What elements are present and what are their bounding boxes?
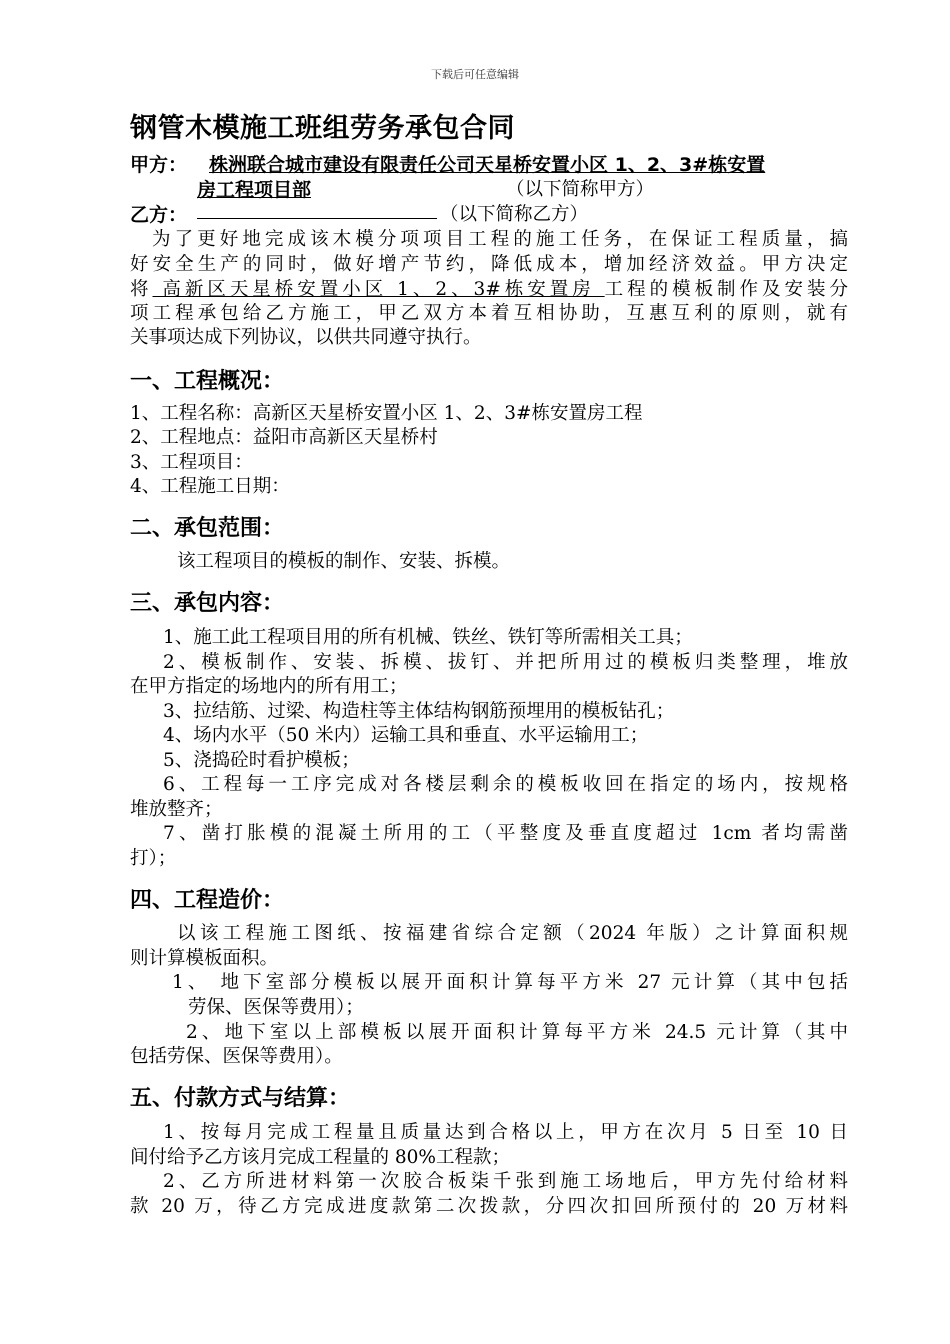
section2-text: 该工程项目的模板的制作、安装、拆模。 — [177, 551, 511, 572]
intro-line4: 项工程承包给乙方施工，甲乙双方本着互相协助，互惠互利的原则，就有 — [130, 303, 848, 324]
section1-item-4: 4、工程施工日期： — [130, 476, 290, 497]
section3-line6b: 堆放整齐； — [130, 799, 223, 820]
party-a-suffix: （以下简称甲方） — [506, 179, 655, 200]
section4-item1b: 劳保、医保等费用）； — [188, 997, 364, 1018]
section3-line5: 5、浇捣砼时看护模板； — [163, 750, 360, 771]
intro-line1: 为了更好地完成该木模分项项目工程的施工任务，在保证工程质量，搞 — [152, 229, 848, 250]
section3-line1: 1、施工此工程项目用的所有机械、铁丝、铁钉等所需相关工具； — [163, 627, 693, 648]
section4-heading: 四、工程造价： — [130, 888, 285, 913]
party-b-blank — [197, 200, 437, 224]
section1-item-1: 1、工程名称：高新区天星桥安置小区 1、2、3#栋安置房工程 — [130, 403, 643, 424]
party-b-suffix: （以下简称乙方） — [440, 204, 589, 225]
section4-item2b: 包括劳保、医保等费用）。 — [130, 1046, 343, 1067]
party-a-label: 甲方： — [130, 154, 188, 176]
party-a-name-line2: 房工程项目部 — [197, 179, 312, 201]
section3-heading: 三、承包内容： — [130, 591, 285, 616]
section3-line7a: 7、凿打胀模的混凝土所用的工（平整度及垂直度超过 1cm 者均需凿 — [163, 823, 848, 844]
section3-line7b: 打）； — [130, 848, 177, 869]
section3-line6a: 6、工程每一工序完成对各楼层剩余的模板收回在指定的场内，按规格 — [163, 774, 848, 795]
document-title: 钢管木模施工班组劳务承包合同 — [130, 113, 515, 144]
section5-para2a: 2、乙方所进材料第一次胶合板柒千张到施工场地后，甲方先付给材料 — [163, 1171, 848, 1192]
section2-heading: 二、承包范围： — [130, 516, 285, 541]
section1-item-2: 2、工程地点：益阳市高新区天星桥村 — [130, 427, 438, 448]
section5-para2b: 款 20 万，待乙方完成进度款第二次拨款，分四次扣回所预付的 20 万材料 — [130, 1196, 848, 1217]
intro-line5: 关事项达成下列协议，以供共同遵守执行。 — [130, 327, 482, 348]
intro-line2: 好安全生产的同时，做好增产节约，降低成本，增加经济效益。甲方决定 — [130, 254, 848, 275]
section4-item2a: 2、地下室以上部模板以展开面积计算每平方米 24.5 元计算（其中 — [186, 1022, 848, 1043]
section1-item-3: 3、工程项目： — [130, 452, 253, 473]
section4-para1b: 则计算模板面积。 — [130, 948, 279, 969]
section5-heading: 五、付款方式与结算： — [130, 1086, 351, 1111]
section4-item1a: 1、 地下室部分模板以展开面积计算每平方米 27 元计算（其中包括 — [172, 972, 848, 993]
section3-line2a: 2、模板制作、安装、拆模、拔钉、并把所用过的模板归类整理，堆放 — [163, 652, 848, 673]
party-a-name-line1: 株洲联合城市建设有限责任公司天星桥安置小区 1、2、3#栋安置 — [209, 154, 766, 176]
party-b-label: 乙方： — [130, 204, 188, 226]
section4-para1a: 以该工程施工图纸、按福建省综合定额（2024 年版）之计算面积规 — [177, 923, 848, 944]
header-note: 下载后可任意编辑 — [431, 68, 519, 81]
intro-line3: 将 高新区天星桥安置小区 1、2、3#栋安置房 工程的模板制作及安装分 — [130, 279, 848, 300]
intro-project-name: 高新区天星桥安置小区 1、2、3#栋安置房 — [152, 279, 605, 300]
section3-line4: 4、场内水平（50 米内）运输工具和垂直、水平运输用工； — [163, 725, 649, 746]
section3-line3: 3、拉结筋、过梁、构造柱等主体结构钢筋预埋用的模板钻孔； — [163, 701, 675, 722]
section5-para1b: 间付给予乙方该月完成工程量的 80%工程款； — [130, 1147, 511, 1168]
section3-line2b: 在甲方指定的场地内的所有用工； — [130, 676, 408, 697]
section5-para1a: 1、按每月完成工程量且质量达到合格以上，甲方在次月 5 日至 10 日 — [163, 1122, 848, 1143]
section1-heading: 一、工程概况： — [130, 369, 285, 394]
